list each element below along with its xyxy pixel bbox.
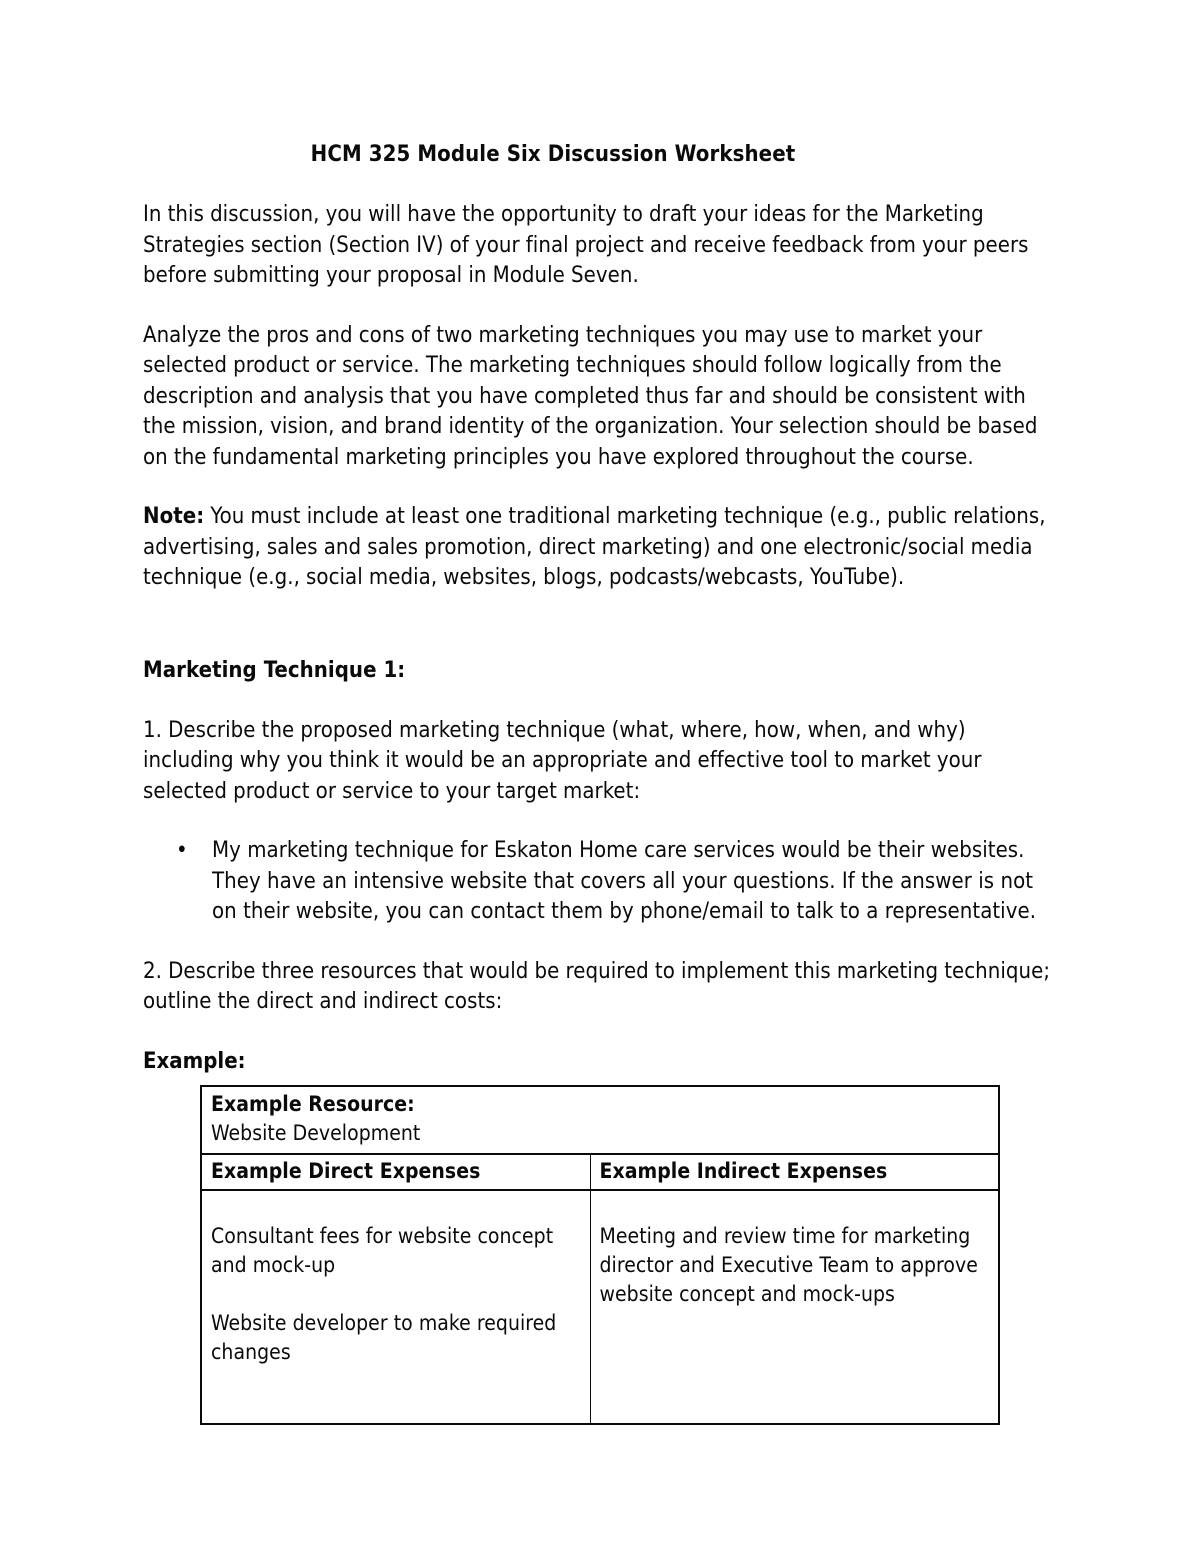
bullet-icon: •	[176, 838, 188, 863]
indirect-expenses-cell	[590, 1190, 999, 1424]
table-row-resource	[201, 1086, 999, 1154]
answer-1-text: My marketing technique for Eskaton Home care services would be their websites. They have an intensive website that covers all your questions. If the answer is not on their website, you can contact them by phone/email to talk to a representative.	[212, 838, 1037, 924]
note-paragraph	[143, 502, 1053, 594]
document-content	[143, 140, 1053, 1425]
resource-cell	[201, 1086, 999, 1154]
column-header-direct-expenses: Example Direct Expenses	[201, 1154, 590, 1190]
section-spacer	[143, 623, 1053, 656]
note-text: You must include at least one traditional marketing technique (e.g., public relations, advertising, sales and sales promotion, direct marketing) and one electronic/social media technique (e.g., social media, websites, blogs, podcasts/webcasts, YouTube).	[143, 504, 1046, 590]
column-header-indirect-expenses: Example Indirect Expenses	[590, 1154, 999, 1190]
table-row	[201, 1190, 999, 1424]
question-1: 1. Describe the proposed marketing technique (what, where, how, when, and why) including why you think it would be an appropriate and effective tool to market your selected product or service to your target market:	[143, 717, 982, 804]
expense-table	[200, 1085, 1000, 1425]
direct-expense-item: Consultant fees for website concept and mock-up	[211, 1223, 554, 1277]
section-heading-marketing-technique-1: Marketing Technique 1:	[143, 657, 406, 683]
direct-expense-item: Website developer to make required changes	[211, 1310, 557, 1364]
list-item	[143, 836, 1053, 928]
intro-paragraph: In this discussion, you will have the opportunity to draft your ideas for the Marketing Strategies section (Section IV) of your final project and receive feedback from your peers before submitting your proposal in Module Seven.	[143, 202, 1029, 288]
note-label: Note:	[143, 504, 205, 529]
answer-1-list	[143, 836, 1053, 928]
indirect-expense-item: Meeting and review time for marketing director and Executive Team to approve website concept and mock-ups	[599, 1223, 978, 1306]
direct-expenses-cell	[201, 1190, 590, 1424]
question-2: 2. Describe three resources that would be required to implement this marketing technique; outline the direct and indirect costs:	[143, 958, 1051, 1014]
page-title: HCM 325 Module Six Discussion Worksheet	[310, 142, 796, 167]
resource-value: Website Development	[211, 1120, 421, 1145]
table-row-headers	[201, 1154, 999, 1190]
example-label: Example:	[143, 1048, 246, 1074]
analyze-paragraph: Analyze the pros and cons of two marketing techniques you may use to market your selected product or service. The marketing techniques should follow logically from the description and analysis that you have completed thus far and should be consistent with the mission, vision, and brand identity of the organization. Your selection should be based on the fundamental marketing principles you have explored throughout the course.	[143, 322, 1038, 470]
resource-label: Example Resource:	[211, 1091, 415, 1116]
cell-spacer	[211, 1280, 581, 1309]
